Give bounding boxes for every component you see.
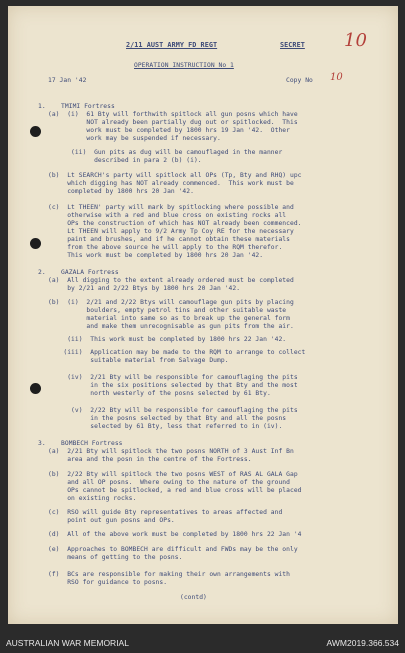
punch-hole [30, 383, 41, 394]
instruction-line: (b) 2/22 Bty will spitlock the two posns WEST of RAS AL GALA Gap [48, 471, 298, 478]
instruction-line: (c) Lt THEEN' party will mark by spitlocking where possible and [48, 204, 294, 211]
instruction-line: (a) All digging to the extent already ordered must be completed [48, 277, 294, 284]
instruction-line: (c) RSO will guide Bty representatives to areas affected and [48, 509, 283, 516]
punch-hole [30, 126, 41, 137]
instruction-line: suitable material from Salvage Dump. [48, 357, 229, 364]
instruction-line: boulders, empty petrol tins and other suitable waste [48, 307, 287, 314]
section-heading: 1. TMIMI Fortress [38, 103, 115, 110]
instruction-line: (f) BCs are responsible for making their own arrangements with [48, 571, 290, 578]
instruction-line: paint and brushes, and if he cannot obtain these materials [48, 236, 290, 243]
instruction-line: (iii) Application may be made to the RQM to arrange to collect [48, 349, 306, 356]
document-title: OPERATION INSTRUCTION No 1 [134, 62, 234, 69]
archive-id: AWM2019.366.534 [326, 638, 399, 648]
instruction-line: (a) 2/21 Bty will spitlock the two posns NORTH of 3 Aust Inf Bn [48, 448, 294, 455]
instruction-line: OPs cannot be spitlocked, a red and blue cross will be placed [48, 487, 302, 494]
pencil-copy-mark: 10 [344, 30, 367, 51]
instruction-line: otherwise with a red and blue cross on existing rocks all [48, 212, 287, 219]
section-heading: 3. BOMBECH Fortress [38, 440, 123, 447]
classification: SECRET [280, 41, 305, 49]
instruction-line: (ii) This work must be completed by 1800 hrs 22 Jan '42. [48, 336, 287, 343]
instruction-line: in the posns selected by that Bty and all the posns [48, 415, 287, 422]
archive-name: AUSTRALIAN WAR MEMORIAL [6, 638, 129, 648]
instruction-line: described in para 2 (b) (i). [48, 157, 202, 164]
instruction-line: in the six positions selected by that Bty and the most [48, 382, 298, 389]
document-date: 17 Jan '42 [48, 77, 87, 84]
instruction-line: selected by 61 Bty, less that referred to in (iv). [48, 423, 283, 430]
instruction-line: area and the posn in the centre of the Fortress. [48, 456, 252, 463]
instruction-line: NOT already been partially dug out or spitlocked. This [48, 119, 298, 126]
instruction-line: and all OP posns. Where owing to the nature of the ground [48, 479, 290, 486]
instruction-line: (ii) Gun pits as dug will be camouflaged in the manner [48, 149, 283, 156]
instruction-line: (b) (i) 2/21 and 2/22 Btys will camouflage gun pits by placing [48, 299, 294, 306]
instruction-line: and make them unrecognisable as gun pits from the air. [48, 323, 294, 330]
copy-label: Copy No [286, 77, 313, 84]
instruction-line: from the above source he will apply to the RQM therefor. [48, 244, 283, 251]
unit-heading: 2/11 AUST ARMY FD REGT [126, 41, 218, 49]
instruction-line: RSO for guidance to posns. [48, 579, 168, 586]
instruction-line: (e) Approaches to BOMBECH are difficult and FWDs may be the only [48, 546, 298, 553]
instruction-line: which digging has NOT already commenced. This work must be [48, 180, 294, 187]
instruction-line: point out gun posns and OPs. [48, 517, 175, 524]
instruction-line: (v) 2/22 Bty will be responsible for camouflaging the pits [48, 407, 298, 414]
instruction-line: completed by 1800 hrs 20 Jan '42. [48, 188, 194, 195]
instruction-line: (d) All of the above work must be completed by 1800 hrs 22 Jan '4 [48, 531, 302, 538]
document-page [8, 6, 398, 624]
instruction-line: This work must be completed by 1800 hrs 20 Jan '42. [48, 252, 264, 259]
section-heading: 2. GAZALA Fortress [38, 269, 119, 276]
archive-footer [0, 630, 405, 653]
instruction-line: work may be suspended if necessary. [48, 135, 221, 142]
instruction-line: on existing rocks. [48, 495, 137, 502]
instruction-line: work must be completed by 1800 hrs 19 Jan '42. Other [48, 127, 290, 134]
instruction-line: (b) Lt SEARCH's party will spitlock all OPs (Tp, Bty and RHQ) upc [48, 172, 302, 179]
copy-number: 10 [330, 72, 343, 83]
instruction-line: means of getting to the posns. [48, 554, 183, 561]
instruction-line: material into same so as to break up the general form [48, 315, 290, 322]
instruction-line: north westerly of the posns selected by 61 Bty. [48, 390, 271, 397]
instruction-line: by 2/21 and 2/22 Btys by 1800 hrs 20 Jan '42. [48, 285, 241, 292]
instruction-line: (iv) 2/21 Bty will be responsible for camouflaging the pits [48, 374, 298, 381]
instruction-line: OPs the construction of which has NOT already been commenced. [48, 220, 302, 227]
instruction-line: (a) (i) 61 Bty will forthwith spitlock all gun posns which have [48, 111, 298, 118]
instruction-line: Lt THEEN will apply to 9/2 Army Tp Coy RE for the necessary [48, 228, 294, 235]
punch-hole [30, 238, 41, 249]
instruction-line: (contd) [180, 594, 207, 601]
